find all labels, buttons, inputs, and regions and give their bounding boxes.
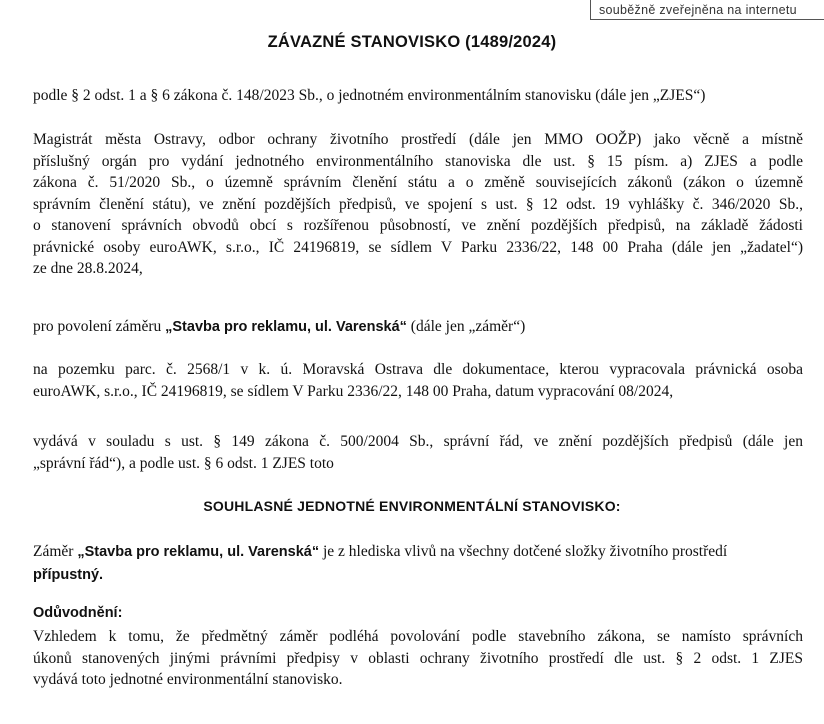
decision-line-2 <box>33 564 803 587</box>
decision-line-1 <box>33 541 803 564</box>
decision-paragraph <box>33 541 803 586</box>
justification-line-3: vydává toto jednotné environmentální stanovisko. <box>33 671 343 688</box>
land-line-2: euroAWK, s.r.o., IČ 24196819, se sídlem V Parku 2336/22, 148 00 Praha, datum vypracování 08/2024, <box>33 382 674 400</box>
project-prefix: pro povolení záměru <box>33 318 166 335</box>
project-name: „Stavba pro reklamu, ul. Varenská“ <box>165 319 407 335</box>
authority-line-7: ze dne 28.8.2024, <box>33 260 143 277</box>
authority-line-2: příslušný orgán pro vydání jednotného environmentálního stanoviska dle ust. § 15 písm. a) ZJES a podle <box>33 152 803 170</box>
authority-line-5: o stanovení správních obvodů obcí s rozšířenou působností, ve znění pozdějších předpisů, na základě žádosti <box>33 217 803 234</box>
issues-line-1: vydává v souladu s ust. § 149 zákona č. 500/2004 Sb., správní řád, ve znění pozdějších předpisů (dále jen <box>33 433 803 450</box>
project-suffix: (dále jen „záměr“) <box>406 318 526 335</box>
issues-paragraph <box>33 431 803 474</box>
publication-stamp: souběžně zveřejněna na internetu <box>590 0 824 20</box>
authority-line-6: právnické osoby euroAWK, s.r.o., IČ 24196819, se sídlem V Parku 2336/22, 148 00 Praha (dále jen „žadatel“) <box>33 238 803 256</box>
project-paragraph <box>33 316 803 339</box>
land-paragraph <box>33 359 803 402</box>
justification-line-1: Vzhledem k tomu, že předmětný záměr podléhá povolování podle stavebního zákona, se namísto správních <box>33 628 803 645</box>
authority-line-1: Magistrát města Ostravy, odbor ochrany životního prostředí (dále jen MMO OOŽP) jako věcně a místně <box>33 131 803 148</box>
document-title: ZÁVAZNÉ STANOVISKO (1489/2024) <box>267 33 557 51</box>
land-line-1: na pozemku parc. č. 2568/1 v k. ú. Moravská Ostrava dle dokumentace, kterou vypracovala právnická osoba <box>33 361 803 378</box>
decision-heading: SOUHLASNÉ JEDNOTNÉ ENVIRONMENTÁLNÍ STANOVISKO: <box>203 498 621 514</box>
decision-suffix: je z hlediska vlivů na všechny dotčené složky životního prostředí <box>319 543 728 560</box>
authority-paragraph <box>33 129 803 280</box>
justification-paragraph <box>33 626 803 691</box>
authority-line-3: zákona č. 51/2020 Sb., o územně správním členění státu a o změně souvisejících zákonů (zákon o územně <box>33 174 803 191</box>
intro-text: podle § 2 odst. 1 a § 6 zákona č. 148/2023 Sb., o jednotném environmentálním stanovisku (dále jen „ZJES“) <box>33 87 706 104</box>
authority-line-4: správním členění státu), ve znění pozdějších předpisů, ve spojení s ust. § 12 odst. 19 vyhlášky č. 346/2020 Sb., <box>33 195 803 213</box>
decision-prefix: Záměr <box>33 543 78 560</box>
issues-line-2: „správní řád“), a podle ust. § 6 odst. 1 ZJES toto <box>33 454 334 472</box>
decision-verdict: přípustný. <box>33 566 104 583</box>
intro-paragraph <box>33 85 803 107</box>
decision-project-name: „Stavba pro reklamu, ul. Varenská“ <box>77 544 320 560</box>
justification-line-2: úkonů stanovených jinými právními předpisy v oblasti ochrany životního prostředí dle ust. § 2 odst. 1 ZJES <box>33 649 803 667</box>
justification-heading: Odůvodnění: <box>33 605 123 621</box>
